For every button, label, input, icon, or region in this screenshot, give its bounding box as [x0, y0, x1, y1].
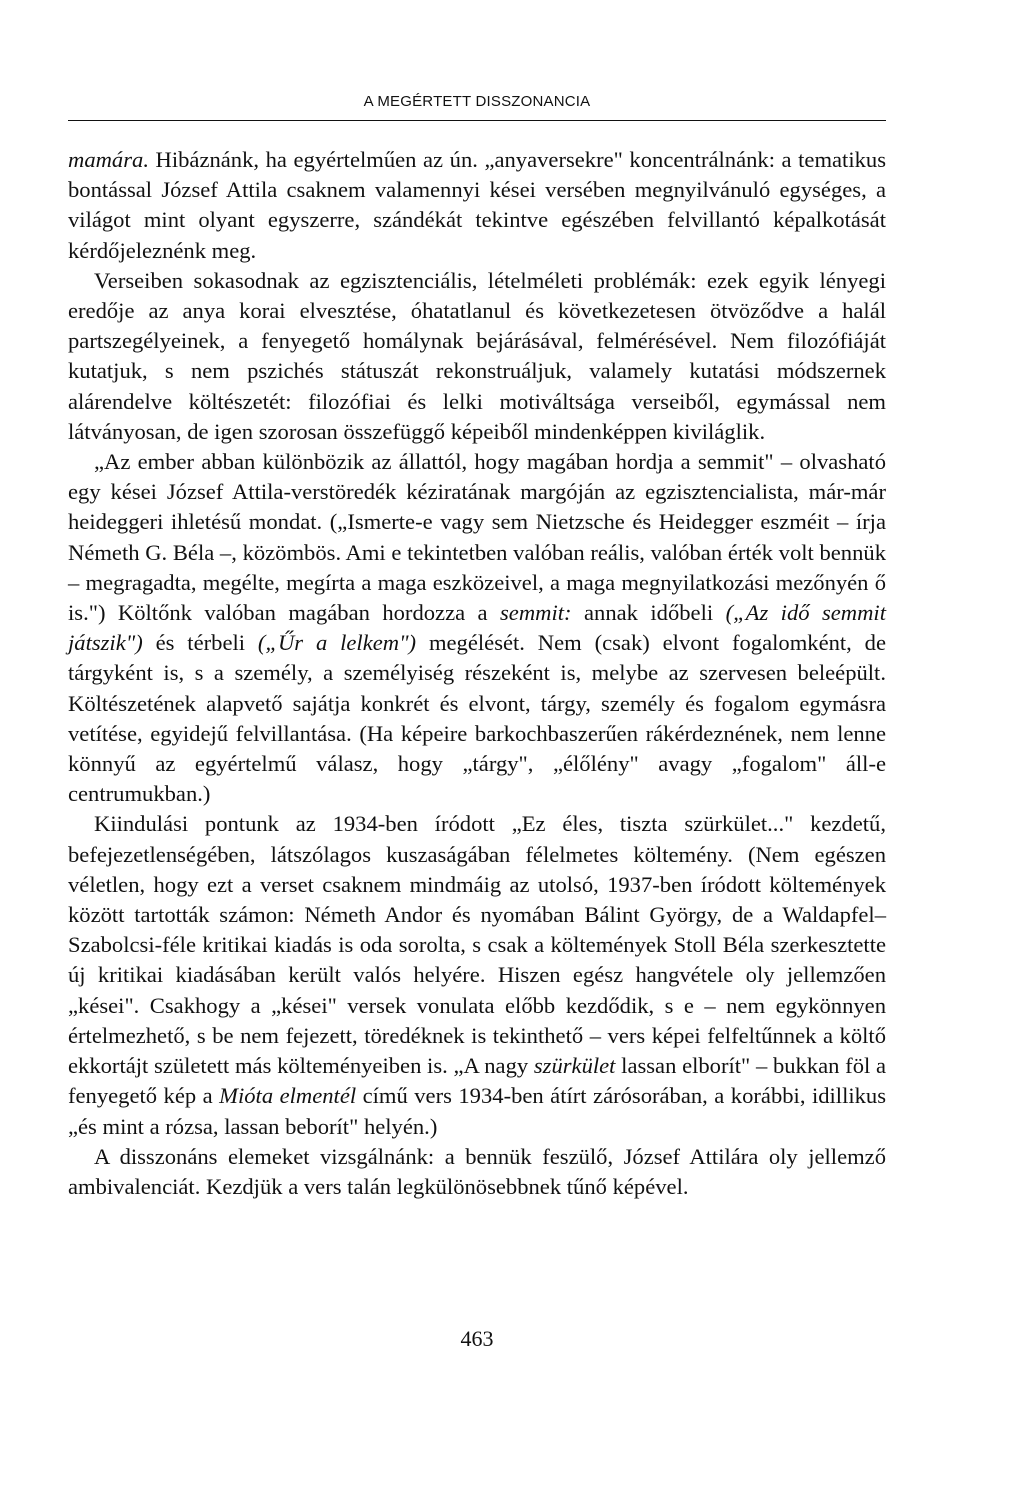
paragraph-3-text-d: megélését. Nem (csak) elvont fogalomként, de tárgyként is, s a személy, a személyiség részeként is, melybe az szervesen beleépült. Költészetének alapvető sajátja konkrét és elvont, tárgy, személy és fogalom egymásra vetítése, egyidejű felvillantása. (Ha képeire barkochbaszerűen rákérdeznének, nem lenne könnyű az egyértelmű válasz, hogy „tárgy", „élőlény" avagy „fogalom" áll-e centrumukban.) [68, 630, 887, 807]
running-head: A MEGÉRTETT DISSZONANCIA [363, 93, 591, 110]
paragraph-4-text-a: Kiindulási pontunk az 1934-ben íródott „Ez éles, tiszta szürkület..." kezdetű, befejezetlenségében, látszólagos kuszaságában félelmetes költemény. (Nem egészen véletlen, hogy ezt a verset csaknem mindmáig az utolsó, 1937-ben íródott költemények között tartották számon: Németh Andor és nyomában Bálint György, de a Waldapfel–Szabolcsi-féle kritikai kiadás is oda sorolta, s csak a költemények Stoll Béla szerkesztette új kritikai kiadásában került valós helyére. Hiszen egész hangvétele oly jellemzően „kései". Csakhogy a „kései" versek vonulata előbb kezdődik, s e – nem egykönnyen értelmezhető, s be nem fejezett, töredéknek is tekinthető – vers képei felfeltűnnek a költő ekkortájt született más költeményeiben is. „A nagy [68, 811, 886, 1079]
italic-quote-ur: („Űr a lelkem") [257, 630, 417, 656]
paragraph-3 [68, 447, 886, 809]
paragraph-5: A disszonáns elemeket vizsgálnánk: a bennük feszülő, József Attilára oly jellemző ambivalenciát. Kezdjük a vers talán legkülönösebbnek tűnő képével. [68, 1143, 886, 1199]
paragraph-4-text-c: című vers 1934-ben átírt zárósorában, a korábbi, idillikus „és mint a rózsa, lassan beborít" helyén.) [68, 1083, 887, 1139]
page-number: 463 [460, 1326, 494, 1351]
paragraph-3-text-b: annak időbeli [571, 600, 726, 626]
italic-poem-title: Mióta elmentél [219, 1083, 357, 1109]
paragraph-3-text-c: és térbeli [142, 630, 258, 656]
paragraph-4 [68, 809, 886, 1141]
paragraph-1-text: Hibáznánk, ha egyértelműen az ún. „anyaversekre" koncentrálnánk: a tematikus bontással József Attila csaknem valamennyi kései versében megnyilvánuló egységes, a világot mint olyant egyszerre, szándékát tekintve egészében felvillantó képalkotását kérdőjeleznénk meg. [68, 147, 886, 263]
paragraph-4-text-b: lassan elborít" – bukkan föl a fenyegető kép a [68, 1053, 886, 1109]
paragraph-2: Verseiben sokasodnak az egzisztenciális, lételméleti problémák: ezek egyik lényegi eredője az anya korai elvesztése, óhatatlanul és következetesen ötvöződve a halál partszegélyeinek, a fenyegető homálynak bejárásával, felmérésével. Nem filozófiáját kutatjuk, s nem pszichés státuszát rekonstruáljuk, valamely kutatási módszernek alárendelve költészetét: filozófiai és lelki motiváltsága verseiből, egymással nem látványosan, de igen szorosan összefüggő képeiből mindenképpen kiviláglik. [68, 267, 886, 444]
body-text [68, 145, 886, 1202]
italic-szurkulet: szürkület [533, 1053, 616, 1079]
header-rule [68, 120, 886, 121]
paragraph-1 [68, 145, 886, 266]
italic-quote-ido: („Az idő semmit játszik") [68, 600, 886, 656]
paragraph-3-text-a: „Az ember abban különbözik az állattól, hogy magában hordja a semmit" – olvasható egy kései József Attila-verstöredék kéziratának margóján az egzisztencialista, már-már heideggeri ihletésű mondat. („Ismerte-e vagy sem Nietzsche és Heidegger eszméit – írja Németh G. Béla –, közömbös. Ami e tekintetben valóban reális, valóban érték volt bennük – megragadta, megélte, megírta a maga eszközeivel, a maga megnyilatkozási mezőnyén ő is.") Költőnk valóban magában hordozza a [68, 449, 886, 626]
italic-word: mamára. [68, 147, 149, 172]
italic-semmit: semmit: [500, 600, 572, 626]
